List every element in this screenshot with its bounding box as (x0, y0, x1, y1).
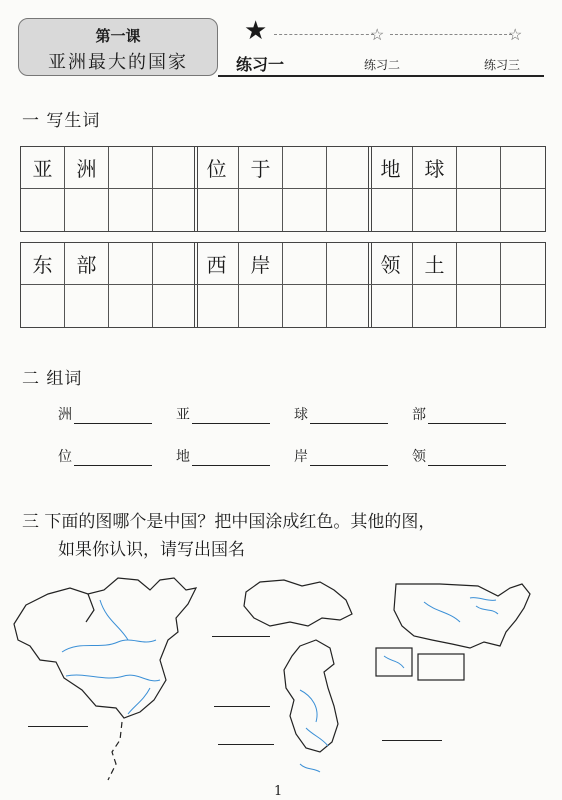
grid-char: 亚 (21, 147, 65, 189)
grid-char: 于 (239, 147, 283, 189)
grid-char: 领 (369, 243, 413, 285)
korea-rivers (300, 690, 328, 772)
prompt-char: 领 (412, 449, 426, 465)
grid-char: 球 (413, 147, 457, 189)
answer-line-mongolia[interactable] (212, 636, 270, 637)
answer-line-china[interactable] (28, 726, 88, 727)
answer-line-korea-south[interactable] (218, 744, 274, 745)
section-heading-write-words: 一 写生词 (22, 111, 101, 131)
lesson-title: 亚洲最大的国家 (48, 52, 188, 73)
grid-char: 岸 (239, 243, 283, 285)
prompt-char: 球 (294, 407, 308, 423)
grid-char: 地 (369, 147, 413, 189)
lesson-number: 第一课 (95, 27, 141, 45)
grid-char: 东 (21, 243, 65, 285)
question-line-2: 如果你认识，请写出国名 (58, 540, 245, 560)
active-star-icon: ★ (244, 16, 268, 46)
grid-char: 位 (195, 147, 239, 189)
prompt-char: 位 (58, 449, 72, 465)
tab-exercise-2[interactable]: 练习二 (364, 58, 401, 72)
question-line-1: 三 下面的图哪个是中国？把中国涂成红色。其他的图， (22, 512, 436, 532)
prompt-char: 地 (176, 449, 190, 465)
prompt-char: 洲 (58, 407, 72, 423)
china-rivers (62, 600, 160, 714)
prompt-char: 亚 (176, 407, 190, 423)
section-heading-word-formation: 二 组词 (22, 369, 83, 389)
grid-char: 土 (413, 243, 457, 285)
grid-char: 洲 (65, 147, 109, 189)
usa-lakes (384, 598, 498, 668)
tab-exercise-1[interactable]: 练习一 (236, 55, 285, 74)
star-outline-icon: ☆ (370, 25, 385, 44)
boundary-dashed (108, 722, 122, 780)
china-map[interactable] (14, 578, 196, 718)
usa-map[interactable] (376, 584, 530, 680)
grid-char: 西 (195, 243, 239, 285)
page-number: 1 (274, 784, 283, 799)
answer-line-usa[interactable] (382, 740, 442, 741)
prompt-char: 岸 (294, 449, 308, 465)
star-outline-icon: ☆ (508, 25, 523, 44)
tab-exercise-3[interactable]: 练习三 (484, 58, 521, 72)
korea-map[interactable] (284, 640, 338, 752)
mongolia-map[interactable] (244, 580, 352, 626)
prompt-char: 部 (412, 407, 426, 423)
answer-line-korea[interactable] (214, 706, 270, 707)
grid-char: 部 (65, 243, 109, 285)
